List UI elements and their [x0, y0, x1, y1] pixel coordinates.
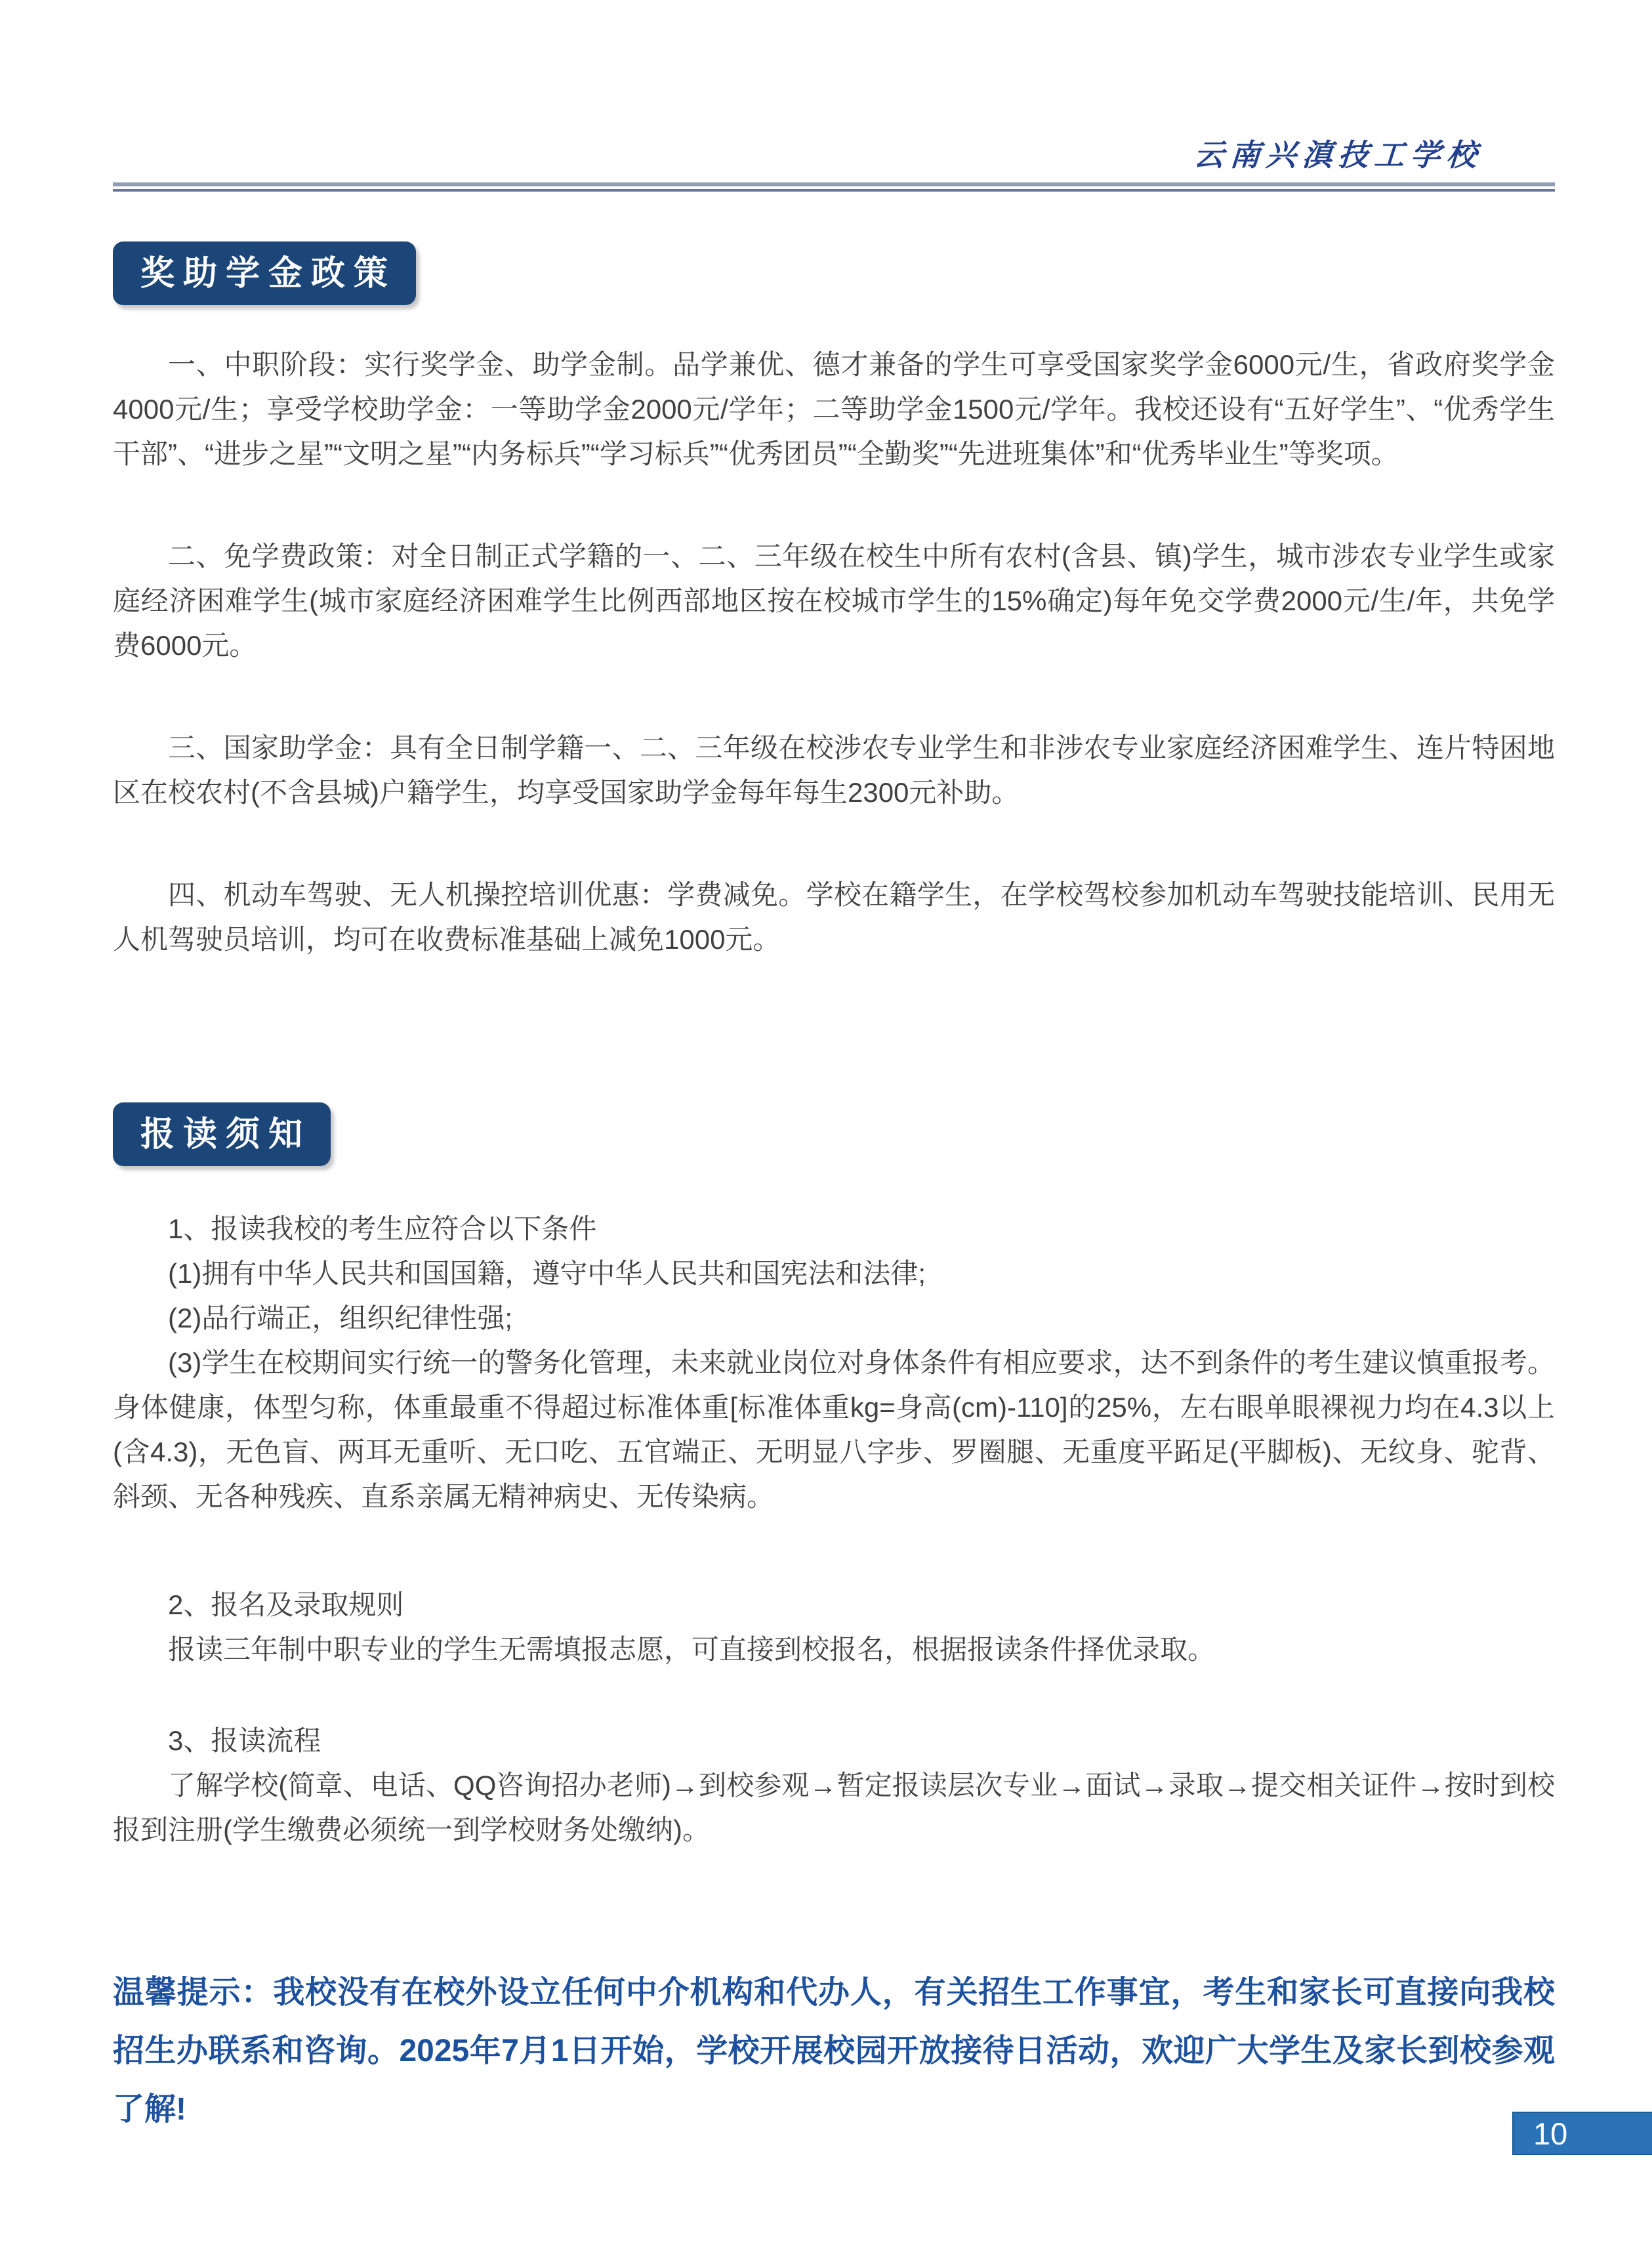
- registration-rules-block: [113, 1583, 1555, 1672]
- registration-rules-text: 报读三年制中职专业的学生无需填报志愿，可直接到校报名，根据报读条件择优录取。: [168, 1634, 1216, 1665]
- scholarship-paragraph-1: 一、中职阶段：实行奖学金、助学金制。品学兼优、德才兼备的学生可享受国家奖学金6000元/生，省政府奖学金4000元/生；享受学校助学金：一等助学金2000元/学年；二等助学金1500元/学年。我校还设有“五好学生”、“优秀学生干部”、“进步之星”“文明之星”“内务标兵”“学习标兵”“优秀团员”“全勤奖”“先进班集体”和“优秀毕业生”等奖项。: [113, 349, 1555, 469]
- page-number: 10: [1533, 2116, 1568, 2151]
- enrollment-process-text: 了解学校(简章、电话、QQ咨询招办老师)→到校参观→暂定报读层次专业→面试→录取→提交相关证件→按时到校报到注册(学生缴费必须统一到学校财务处缴纳)。: [113, 1770, 1555, 1845]
- enrollment-conditions-block: [113, 1207, 1555, 1519]
- section-title-enrollment-notes: 报读须知: [113, 1102, 331, 1166]
- scholarship-paragraph-2: 二、免学费政策：对全日制正式学籍的一、二、三年级在校生中所有农村(含县、镇)学生，城市涉农专业学生或家庭经济困难学生(城市家庭经济困难学生比例西部地区按在校城市学生的15%确定)每年免交学费2000元/生/年，共免学费6000元。: [113, 541, 1555, 661]
- page-content: [0, 192, 1652, 2139]
- notice-text: 温馨提示：我校没有在校外设立任何中介机构和代办人，有关招生工作事宜，考生和家长可直接向我校招生办联系和咨询。2025年7月1日开始，学校开展校园开放接待日活动，欢迎广大学生及家长到校参观了解!: [113, 1975, 1555, 2127]
- enrollment-process-heading: 3、报读流程: [168, 1725, 321, 1756]
- page-header: [0, 0, 1652, 192]
- enrollment-condition-3: (3)学生在校期间实行统一的警务化管理，未来就业岗位对身体条件有相应要求，达不到条件的考生建议慎重报考。身体健康，体型匀称，体重最重不得超过标准体重[标准体重kg=身高(cm)-110]的25%，左右眼单眼裸视力均在4.3以上(含4.3)，无色盲、两耳无重听、无口吃、五官端正、无明显八字步、罗圈腿、无重度平跖足(平脚板)、无纹身、驼背、斜颈、无各种残疾、直系亲属无精神病史、无传染病。: [113, 1347, 1555, 1512]
- enrollment-condition-1: (1)拥有中华人民共和国国籍，遵守中华人民共和国宪法和法律;: [168, 1258, 926, 1289]
- header-rule: [113, 182, 1555, 192]
- school-logo-text: 云南兴滇技工学校: [1192, 138, 1484, 172]
- page-number-badge: [1512, 2112, 1652, 2155]
- enrollment-process-block: [113, 1719, 1555, 1852]
- enrollment-condition-2: (2)品行端正，组织纪律性强;: [168, 1303, 513, 1333]
- scholarship-paragraph-3: 三、国家助学金：具有全日制学籍一、二、三年级在校涉农专业学生和非涉农专业家庭经济困难学生、连片特困地区在校农村(不含县城)户籍学生，均享受国家助学金每年每生2300元补助。: [113, 732, 1555, 808]
- registration-rules-heading: 2、报名及录取规则: [168, 1589, 404, 1620]
- scholarship-paragraph-4: 四、机动车驾驶、无人机操控培训优惠：学费减免。学校在籍学生，在学校驾校参加机动车驾驶技能培训、民用无人机驾驶员培训，均可在收费标准基础上减免1000元。: [113, 879, 1555, 955]
- section-title-scholarship-policy: 奖助学金政策: [113, 241, 416, 305]
- enrollment-conditions-heading: 1、报读我校的考生应符合以下条件: [168, 1213, 597, 1244]
